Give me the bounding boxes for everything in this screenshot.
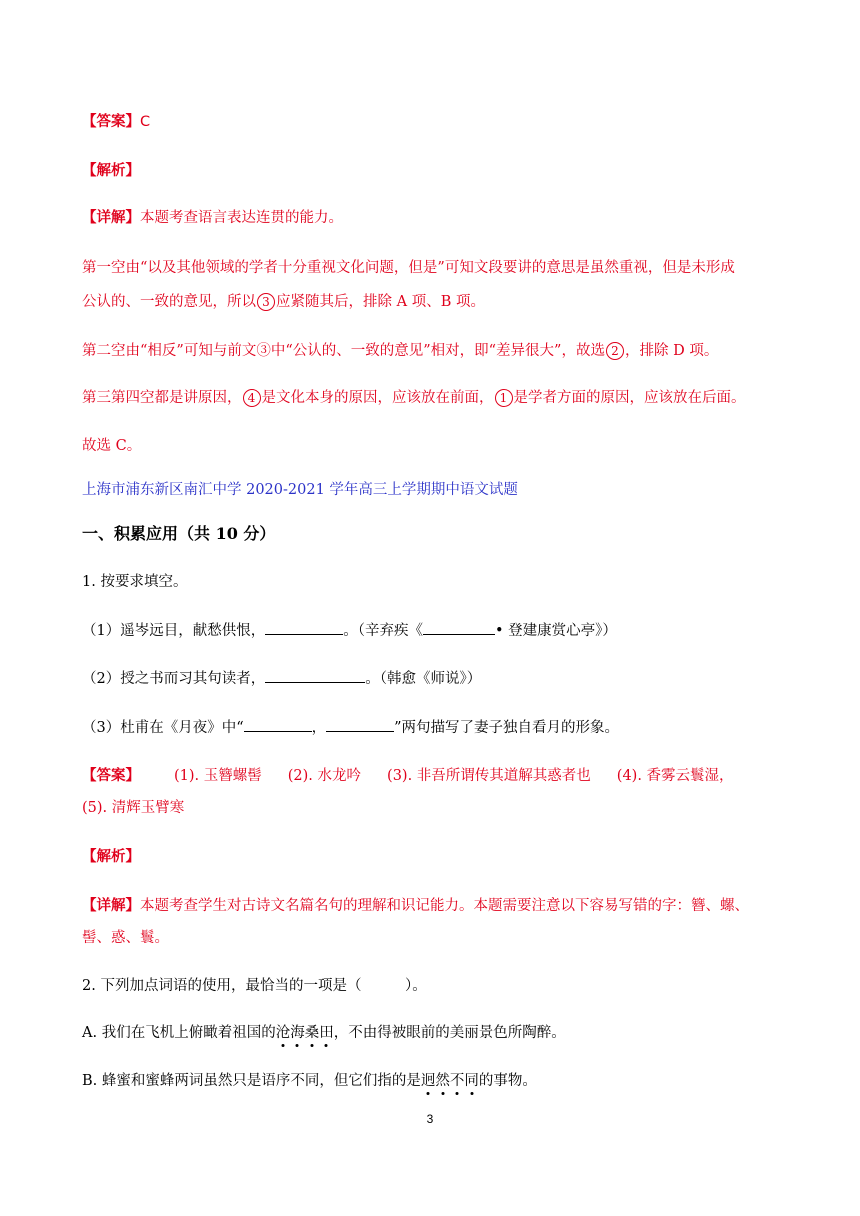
q2-stem: 2. 下列加点词语的使用，最恰当的一项是（ ）。: [82, 978, 427, 994]
circled-number: 4: [243, 389, 261, 407]
circled-number: 3: [257, 293, 275, 311]
answer-label: 【答案】: [82, 768, 140, 784]
q1-item2-post: 。（韩愈《师说》）: [365, 671, 482, 687]
dotted-char: 海: [290, 1025, 305, 1041]
para1-line-b: [82, 292, 800, 312]
q1-detail-line-b: 髻、惑、鬟。: [82, 930, 169, 946]
conclusion: 故选 C。: [82, 438, 142, 454]
answer-item: (4). 香雾云鬟湿，: [616, 768, 734, 784]
dotted-char: 迥: [420, 1073, 436, 1089]
dotted-char: 不: [449, 1073, 465, 1089]
para2-post: ，排除 D 项。: [624, 343, 719, 359]
q1-item3-pre: （3）杜甫在《月夜》中“: [82, 720, 244, 736]
dotted-char: 然: [435, 1073, 450, 1089]
detail-text: 本题考查语言表达连贯的能力。: [140, 210, 343, 226]
q1-item3: [82, 717, 800, 738]
para3-mid: 是文化本身的原因，应该放在前面，: [261, 390, 494, 406]
page-number: 3: [426, 1112, 434, 1126]
para1-b-pre: 公认的、一致的意见，所以: [82, 294, 256, 310]
q2-option-b: [82, 1071, 800, 1091]
para1-b-post: 应紧随其后，排除 A 项、B 项。: [276, 294, 485, 310]
blank-line: [423, 620, 495, 635]
circled-number: 2: [606, 342, 624, 360]
para3-pre: 第三第四空都是讲原因，: [82, 390, 242, 406]
dotted-char: 田: [319, 1025, 334, 1041]
detail-label: 【详解】: [82, 898, 140, 914]
para2-pre: 第二空由“相反”可知与前文③中“公认的、一致的意见”相对，即“差异很大”，故选: [82, 343, 605, 359]
para3-post: 是学者方面的原因，应该放在后面。: [513, 390, 746, 406]
q1-answer-line: [82, 766, 800, 786]
optA-pre: A. 我们在飞机上俯瞰着祖国的: [82, 1025, 276, 1041]
q1-item1-pre: （1）遥岑远目，献愁供恨，: [82, 623, 266, 639]
para3-line: [82, 388, 800, 408]
para1-line-a: 第一空由“以及其他领域的学者十分重视文化问题，但是”可知文段要讲的意思是虽然重视，但是未形成: [82, 260, 735, 276]
blank-line: [326, 717, 394, 732]
circled-number: 1: [495, 389, 513, 407]
dotted-char: 沧: [275, 1025, 291, 1041]
dotted-char: 桑: [304, 1025, 320, 1041]
prev-analysis-label: 【解析】: [82, 163, 140, 179]
q1-item1-mid: 。（辛弃疾《: [343, 623, 423, 639]
q1-detail-a: 本题考查学生对古诗文名篇名句的理解和识记能力。本题需要注意以下容易写错的字：簪、螺、: [140, 898, 749, 914]
dotted-char: 同: [464, 1073, 479, 1089]
prev-detail-line: [82, 208, 800, 228]
q1-item3-post: ”两句描写了妻子独自看月的形象。: [394, 720, 620, 736]
para2-line: [82, 341, 800, 361]
blank-line: [244, 717, 312, 732]
q1-analysis-label: 【解析】: [82, 849, 140, 865]
blank-line: [265, 620, 343, 635]
q1-item1: [82, 620, 800, 641]
answer-label: 【答案】: [82, 114, 140, 130]
q1-item2: [82, 668, 800, 689]
answer-item: (1). 玉簪螺髻: [174, 768, 262, 784]
q1-item2-pre: （2）授之书而习其句读者，: [82, 671, 266, 687]
section-heading: 一、积累应用（共 10 分）: [82, 524, 276, 543]
answer-item: (2). 水龙吟: [287, 768, 362, 784]
prev-answer-line: [82, 112, 800, 132]
answer-value: C: [140, 114, 151, 130]
q1-answer5: (5). 清辉玉臂寒: [82, 800, 185, 816]
optB-post: 的事物。: [478, 1073, 537, 1089]
q1-stem: 1. 按要求填空。: [82, 574, 188, 590]
q2-option-a: [82, 1023, 800, 1043]
answer-item: (3). 非吾所谓传其道解其惑者也: [387, 768, 591, 784]
q1-detail-line-a: [82, 896, 800, 916]
blank-line: [265, 668, 365, 683]
optA-post: ，不由得被眼前的美丽景色所陶醉。: [333, 1025, 566, 1041]
q1-item3-comma: ，: [311, 720, 327, 736]
detail-label: 【详解】: [82, 210, 140, 226]
q1-item1-post: • 登建康赏心亭》）: [494, 623, 617, 639]
optB-pre: B. 蜂蜜和蜜蜂两词虽然只是语序不同，但它们指的是: [82, 1073, 421, 1089]
exam-title: 上海市浦东新区南汇中学 2020-2021 学年高三上学期期中语文试题: [82, 482, 518, 498]
